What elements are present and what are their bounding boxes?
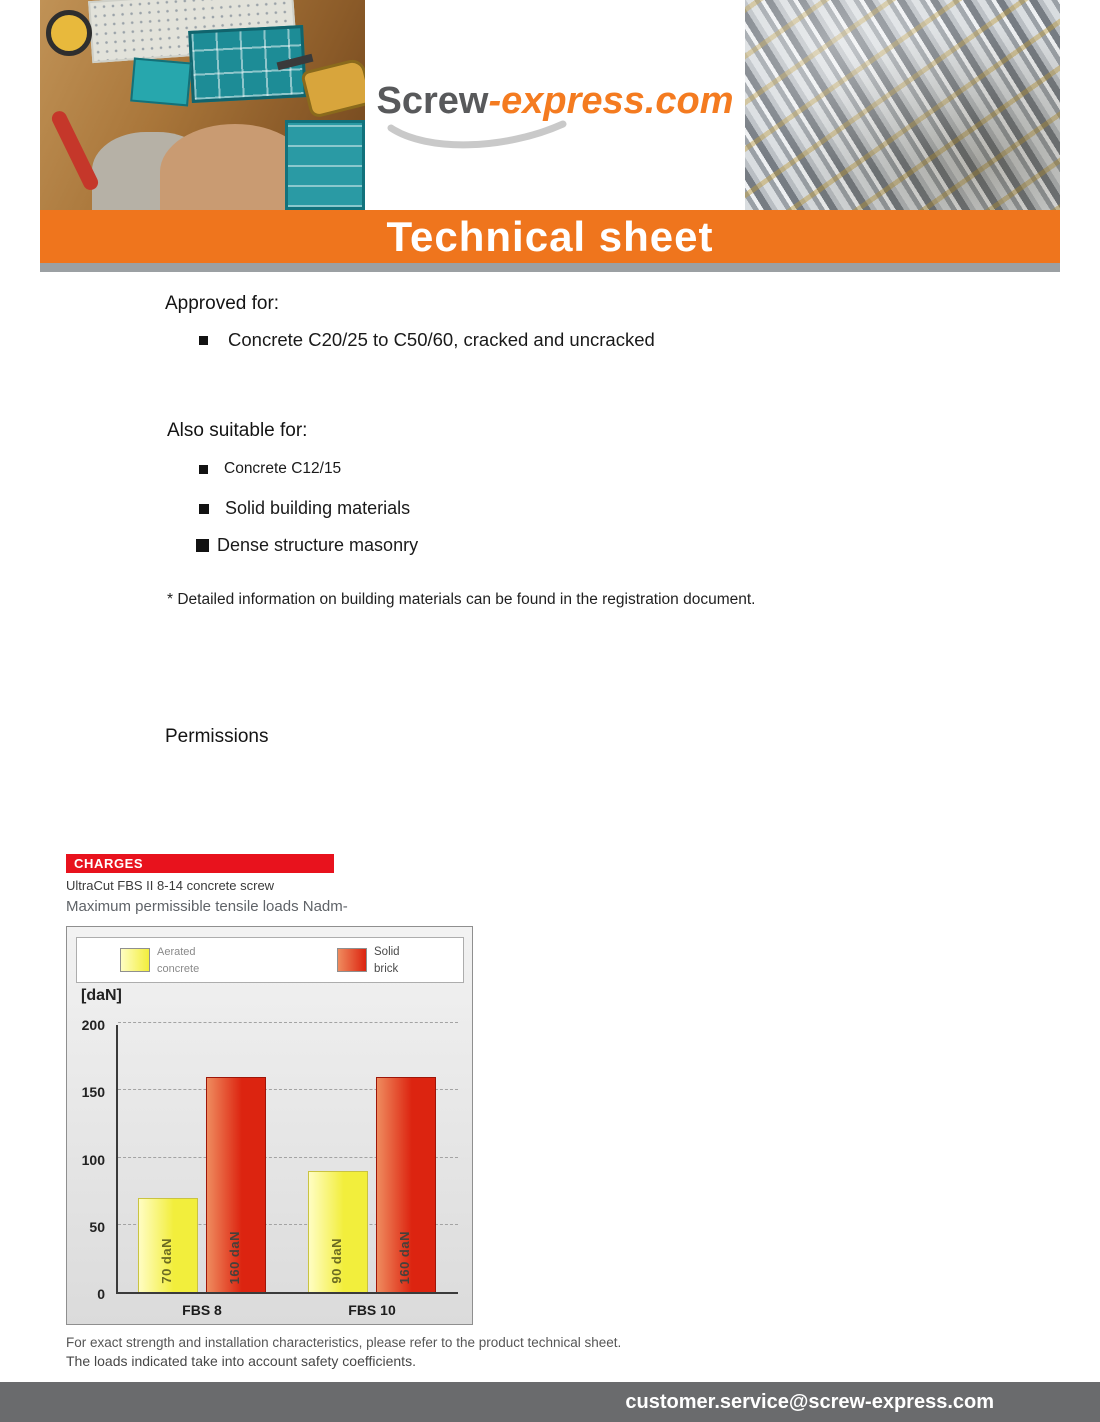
chart-footnote: For exact strength and installation characteristics, please refer to the product technical sheet.	[66, 1335, 622, 1350]
legend-line: concrete	[157, 962, 200, 975]
bullet-icon	[199, 465, 208, 474]
bar-fbs-10-solid-brick	[376, 1077, 436, 1292]
tensile-loads-chart	[66, 926, 473, 1325]
y-tick-label: 0	[97, 1286, 105, 1302]
bar-fbs-10-aerated-concrete	[308, 1171, 368, 1292]
y-tick-label: 50	[89, 1218, 105, 1235]
logo-swoosh-icon	[387, 120, 567, 154]
materials-note: * Detailed information on building materials can be found in the registration document.	[167, 591, 756, 608]
legend-swatch-solid-brick	[337, 948, 367, 972]
suitable-item-text: Solid building materials	[225, 498, 411, 518]
y-axis-label: [daN]	[81, 987, 122, 1004]
bar-value-label: 90 daN	[329, 1238, 344, 1284]
bar-value-label: 70 daN	[159, 1238, 174, 1284]
suitable-item	[196, 535, 418, 556]
banner-title: Technical sheet	[40, 210, 1060, 263]
approved-item	[199, 329, 655, 351]
suitable-item-text: Dense structure masonry	[217, 535, 419, 555]
suitable-item	[199, 460, 341, 478]
logo-area	[365, 0, 745, 210]
gridline	[118, 1022, 458, 1023]
approved-for-title: Approved for:	[165, 293, 280, 314]
legend-label-aerated-concrete	[157, 944, 199, 977]
suitable-item	[199, 498, 410, 519]
bullet-icon	[199, 504, 209, 514]
photo-drill	[300, 57, 365, 119]
chart-y-ticks	[67, 1017, 109, 1302]
bar-value-label: 160 daN	[397, 1230, 412, 1284]
chart-plot-area	[116, 1025, 458, 1318]
bar-fbs-8-aerated-concrete	[138, 1198, 198, 1292]
legend-line: Solid	[374, 946, 400, 958]
workbench-photo	[40, 0, 365, 210]
chart-description: Maximum permissible tensile loads Nadm-	[66, 898, 348, 915]
y-tick-label: 100	[81, 1151, 105, 1168]
photo-teal-tray	[130, 58, 192, 107]
suitable-for-title: Also suitable for:	[167, 420, 308, 441]
bar-fbs-8-solid-brick	[206, 1077, 266, 1292]
y-tick-label: 200	[81, 1017, 105, 1033]
logo-text-secondary: -express.com	[488, 80, 734, 122]
screws-pile-photo	[745, 0, 1060, 210]
legend-label-solid-brick	[374, 944, 400, 979]
approved-item-text: Concrete C20/25 to C50/60, cracked and uncracked	[228, 329, 655, 350]
banner-divider	[40, 263, 1060, 272]
chart-footnote: The loads indicated take into account safety coefficients.	[66, 1353, 416, 1369]
permissions-title: Permissions	[165, 726, 269, 747]
x-category-label: FBS 8	[182, 1302, 222, 1318]
customer-service-email[interactable]: customer.service@screw-express.com	[625, 1390, 994, 1413]
charges-label: CHARGES	[66, 854, 334, 873]
bullet-icon	[199, 336, 208, 345]
bullet-icon	[196, 539, 209, 552]
brand-logo	[365, 80, 745, 123]
x-category-label: FBS 10	[348, 1302, 396, 1318]
suitable-item-text: Concrete C12/15	[224, 460, 342, 477]
photo-tape-measure	[46, 10, 92, 56]
chart-legend	[76, 937, 464, 983]
legend-line: brick	[374, 963, 399, 976]
photo-screwdriver	[49, 109, 100, 193]
logo-text-primary: Screw	[376, 80, 489, 122]
legend-swatch-aerated-concrete	[120, 948, 150, 972]
product-name: UltraCut FBS II 8-14 concrete screw	[66, 878, 275, 893]
y-tick-label: 150	[81, 1084, 105, 1101]
footer-bar	[0, 1382, 1100, 1422]
photo-parts-box	[285, 120, 365, 210]
legend-line: Aerated	[157, 946, 196, 958]
bar-value-label: 160 daN	[227, 1230, 242, 1284]
